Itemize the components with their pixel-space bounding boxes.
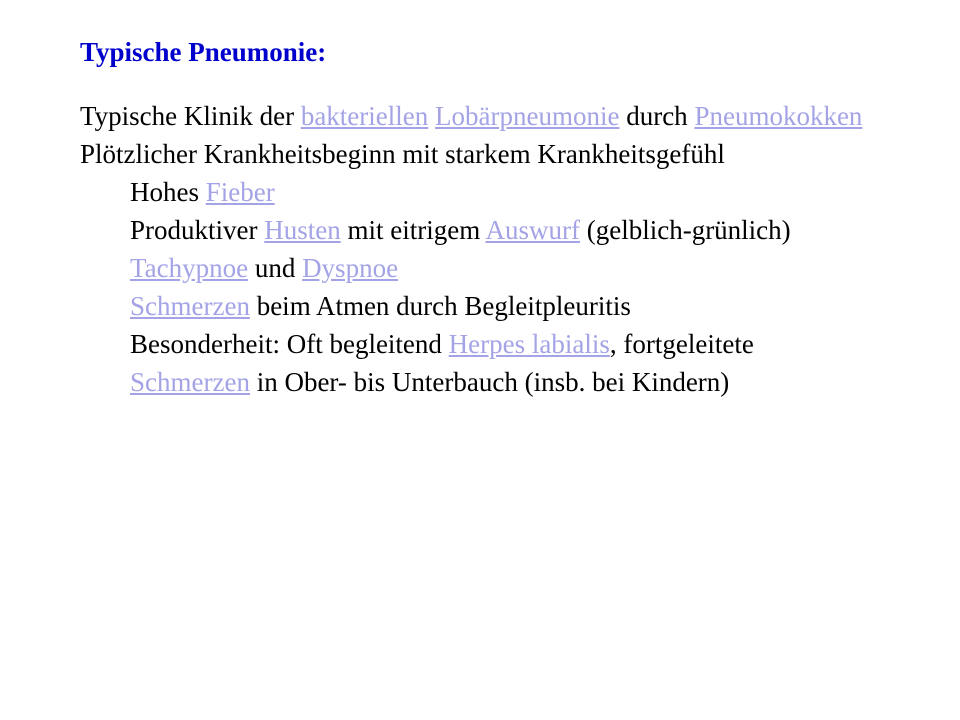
cough-middle: mit eitrigem	[340, 215, 486, 245]
item-special	[80, 325, 870, 401]
onset-paragraph: Plötzlicher Krankheitsbeginn mit starkem Krankheitsgefühl	[80, 139, 725, 169]
link-tachypnoe[interactable]: Tachypnoe	[130, 253, 249, 283]
intro-paragraph	[80, 97, 870, 135]
slide-content	[80, 33, 870, 401]
link-schmerzen[interactable]: Schmerzen	[130, 291, 250, 321]
link-fieber[interactable]: Fieber	[205, 177, 275, 207]
item-fever	[80, 173, 870, 211]
special-suffix: in Ober- bis Unterbauch (insb. bei Kindern)	[249, 367, 730, 397]
breathing-middle: und	[248, 253, 303, 283]
page-title: Typische Pneumonie:	[80, 37, 327, 67]
link-pneumokokken[interactable]: Pneumokokken	[694, 101, 863, 131]
fever-prefix: Hohes	[130, 177, 206, 207]
link-lobaerpneumonie[interactable]: Lobärpneumonie	[435, 101, 620, 131]
link-auswurf[interactable]: Auswurf	[485, 215, 580, 245]
cough-suffix: (gelblich-grünlich)	[579, 215, 791, 245]
item-cough	[80, 211, 870, 249]
item-pain	[80, 287, 870, 325]
link-herpes-labialis[interactable]: Herpes labialis	[448, 329, 610, 359]
special-prefix: Besonderheit: Oft begleitend	[130, 329, 449, 359]
intro-separator	[428, 101, 435, 131]
cough-prefix: Produktiver	[130, 215, 265, 245]
pain-suffix: beim Atmen durch Begleitpleuritis	[249, 291, 631, 321]
intro-middle: durch	[619, 101, 695, 131]
item-breathing	[80, 249, 870, 287]
link-dyspnoe[interactable]: Dyspnoe	[302, 253, 399, 283]
special-middle: , fortgeleitete	[609, 329, 754, 359]
link-bakteriellen[interactable]: bakteriellen	[300, 101, 429, 131]
intro-prefix: Typische Klinik der	[80, 101, 301, 131]
link-schmerzen-2[interactable]: Schmerzen	[130, 367, 250, 397]
link-husten[interactable]: Husten	[264, 215, 341, 245]
